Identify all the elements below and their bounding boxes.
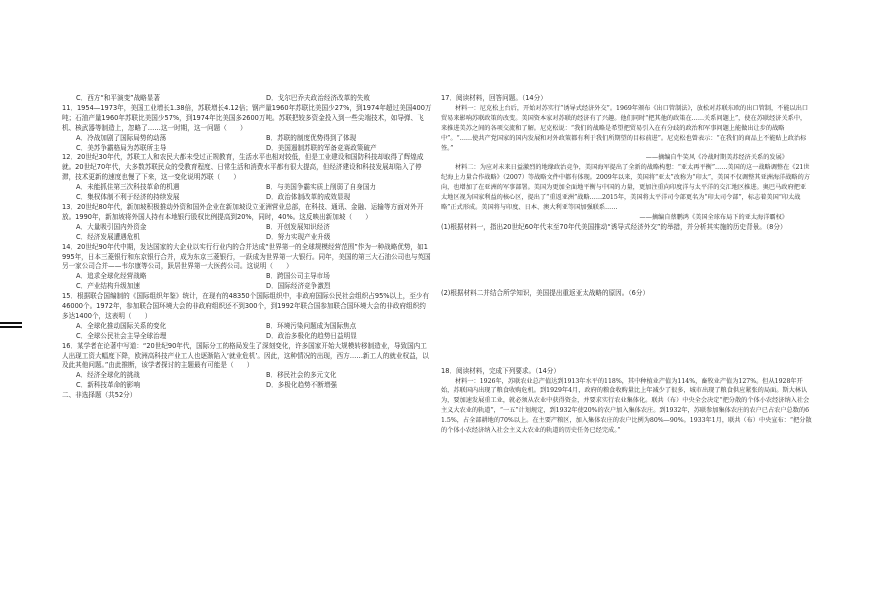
q18-material-1: 材料一：1926年，苏联农业总产值达到1913年水平的118%，其中种植业产值为114%，畜牧业产值为127%。但从1928年开始，苏联国内出现了粮食收购危机。到1929年4月，政府的粮食收购量比上年减少了很多，城市出现了粮食供应紧张的局面。斯大林认为，要加速发展重工业，就必须从农业中获得资金，并要求实行农业集体化。联共（布）中央全会决定“把分散的个体小农经济纳入社会主义大农业的轨道”，“一五”计划规定，到1932年使20%的农户加入集体农庄。到1932年，苏联参加集体农庄的农户已占农户总数的61.5%，占全部耕地的70%以上。在主要产粮区，加入集体农庄的农户比例为80%—90%。1933年1月，联共（布）中央宣布：“把分散的个体小农经济纳入社会主义大农业的轨道的历史任务已经完成。” bbox=[441, 377, 812, 435]
option: B．环境污染问题成为国际焦点 bbox=[266, 321, 357, 330]
q17-material-1-source: ——摘编自牛笑风《冷战时期美苏经济关系的发展》 bbox=[645, 154, 788, 162]
q13-options bbox=[62, 223, 432, 243]
q17-material-2: 材料二：为应对未来日益激烈的地缘政治竞争，美国海军提出了全新的战略构想：“亚太再平衡”……美国的这一战略调整在《21世纪海上力量合作战略》（2007）等战略文件中都有体现。2009年以来，美国将“亚太”改称为“印太”，美国不仅调整其亚洲海洋战略的方向，也增加了在亚洲的军事部署。美国为更加全面地平衡与中国的力量，更加注重向印度洋与太平洋的交汇地区推进。奥巴马政府把亚太地区视为国家利益的核心区，提出了“重返亚洲”战略……2015年，美国将太平洋司令部更名为“印太司令部”，标志着美国“印太战略”正式形成。美国将与印度、日本、澳大利亚等国加强联系…… bbox=[441, 164, 810, 211]
q17-material-2-source: ——摘编自蔡鹏鸿《美国全球布局下的亚太海洋霸权》 bbox=[639, 213, 788, 221]
q15-options bbox=[62, 322, 432, 342]
option: C．产业结构升级加速 bbox=[76, 282, 140, 291]
option: C．经济发展遭遇危机 bbox=[76, 232, 140, 241]
option: A．大量吸引国内外资金 bbox=[76, 222, 147, 231]
option: C．美苏争霸格局为苏联所主导 bbox=[76, 143, 167, 152]
question-15-stem: 15．根据联合国编制的《国际组织年鉴》统计，在现有的48350个国际组织中，非政府国际公民社会组织占95%以上，至少有46000个。1972年，参加联合国环境大会的非政府组织还不到300个，到1992年联合国参加联合国环境大会的非政府组织约多达1400个，这表明（ ） bbox=[62, 292, 430, 320]
option: A．未能抓住第三次科技革命的机遇 bbox=[76, 183, 180, 192]
option: C．全球公民社会主导全球治理 bbox=[76, 331, 167, 340]
question-16-stem: 16．某学者在论著中写道：“20世纪90年代，国际分工的格局发生了深刻变化，许多国家开始大规模转移制造业，导致国内工人出现工资大幅度下降，欧洲高科技产业工人也逐渐陷入‘就业危机’。因此，这种情况的出现，西方……新工人的就业权益，以及此其他问题。”由此推断，该学者探讨的主题最有可能是（ ） bbox=[62, 341, 429, 370]
option: B．移民社会的多元文化 bbox=[266, 371, 337, 380]
option: D．多极化趋势不断增强 bbox=[266, 381, 338, 390]
q17-material-1: 材料一：尼克松上台后，开始对苏实行“诱导式经济外交”。1969年颁布《出口管制法》，放松对苏联东欧的出口管制，不能以出口贸易来影响苏联政策的改变。美国资本家对苏联的经济有了兴趣。他们同时“把其他的政策在……关系问题上”，使在苏联经济关系中，来推进美苏之间的各项交流和了解。尼克松说：“我们的战略是希望把贸易引入在有分歧的政治和军事问题上能做出让步的战略中”。“……使共产党国家的国内发展和对外政策都有利于我们所期望的目标前进”。尼克松也曾表示：“在我们的商品上不能贴上政治标签。” bbox=[441, 104, 809, 152]
option: D．戈尔巴乔夫政治经济改革的失败 bbox=[266, 94, 370, 102]
question-18-title: 18．阅读材料，完成下列要求。（14分） bbox=[441, 366, 560, 375]
option: D．努力实现产业升级 bbox=[266, 232, 331, 241]
q17-subquestion-1: (1)根据材料一，指出20世纪60年代末至70年代美国推动“诱导式经济外交”的举措，并分析其实施的历史背景。（8分） bbox=[441, 222, 787, 231]
option: A．经济全球化的挑战 bbox=[76, 371, 140, 380]
question-11-stem: 11．1954—1973年，美国工业增长1.38倍，苏联增长4.12倍；钢产量1960年苏联比美国少27%，到1974年超过美国400万吨；石油产量1960年苏联比美国少57%，到1974年比美国多2600万吨。苏联把较多资金投入到一些尖端技术，如导弹、飞机、核武器等制造上，忽略了……这一时期，这一问题（ ） bbox=[62, 103, 432, 132]
question-12-stem: 12．20世纪30年代，苏联工人和农民大都未受过正规教育，生活水平也相对较低，但是工业建设和国防科技却取得了辉煌成就。20世纪70年代，大多数苏联民众的受教育程度、日常生活和消费水平都有很大提高，但经济建设和科技发展却陷入了停滞，技术更新的速度也慢了下来，这一变化说明苏联（ ） bbox=[62, 153, 424, 182]
question-17-title: 17．阅读材料，回答问题。（14分） bbox=[441, 94, 547, 102]
answer-space bbox=[441, 233, 812, 289]
q16-options bbox=[62, 371, 432, 391]
option: A．追求全球化经营战略 bbox=[76, 272, 147, 281]
option: B．开创发展知识经济 bbox=[266, 222, 330, 231]
q14-options bbox=[62, 272, 432, 292]
option: D．国际经济竞争激烈 bbox=[266, 282, 331, 291]
option: D．美国遏制苏联的军备竞赛政策破产 bbox=[266, 143, 377, 152]
q17-subquestion-2: (2)根据材料二并结合所学知识，美国提出重返亚太战略的原因。（6分） bbox=[441, 288, 650, 297]
binding-mark-left-2 bbox=[0, 326, 22, 328]
right-column bbox=[441, 94, 812, 436]
question-14-stem: 14．20世纪90年代中期，发达国家的大企业以实行行业内的合并达成“世界第一的全球规模经营范围”作为一种战略优势，如1995年，日本三菱银行和东京银行合并，成为东京三菱银行，一跃成为世界第一大银行。同年，美国的第三大石油公司也与英国另一家公司合并——韦尔康等公司，跃居世界第一大医药公司。这说明（ ） bbox=[62, 242, 431, 271]
q12-options bbox=[62, 183, 432, 203]
option: B．跨国公司主导市场 bbox=[266, 272, 330, 281]
q11-options bbox=[62, 134, 432, 154]
option: C．集权体制不利于经济的持续发展 bbox=[76, 193, 180, 202]
option: A．全球化推动国际关系的变化 bbox=[76, 321, 167, 330]
option: C．西方“和平演变”战略显著 bbox=[76, 94, 160, 102]
option: D．政治多极化的趋势日益明显 bbox=[266, 331, 357, 340]
question-13-stem: 13．20世纪80年代，新加坡积极推动外资和国外企业在新加坡设立亚洲营业总部，在科技、通讯、金融、运输等方面对外开放。1990年，新加坡将外国人持有本地银行股权比例提高到20%，同时，40%。这反映出新加坡（ ） bbox=[62, 202, 424, 221]
section-heading-nonchoice: 二、非选择题（共52分） bbox=[62, 391, 137, 400]
answer-space bbox=[441, 299, 812, 367]
left-column bbox=[62, 94, 432, 401]
option: B．与美国争霸实质上削弱了自身国力 bbox=[266, 183, 377, 192]
option: D．政治体制改革的成效显现 bbox=[266, 193, 351, 202]
q10-options bbox=[62, 94, 432, 104]
option: A．冷战加剧了国际局势的动荡 bbox=[76, 133, 167, 142]
option: C．新科技革命的影响 bbox=[76, 381, 140, 390]
binding-mark-left bbox=[0, 322, 22, 324]
option: B．苏联的制度优势得到了体现 bbox=[266, 133, 357, 142]
